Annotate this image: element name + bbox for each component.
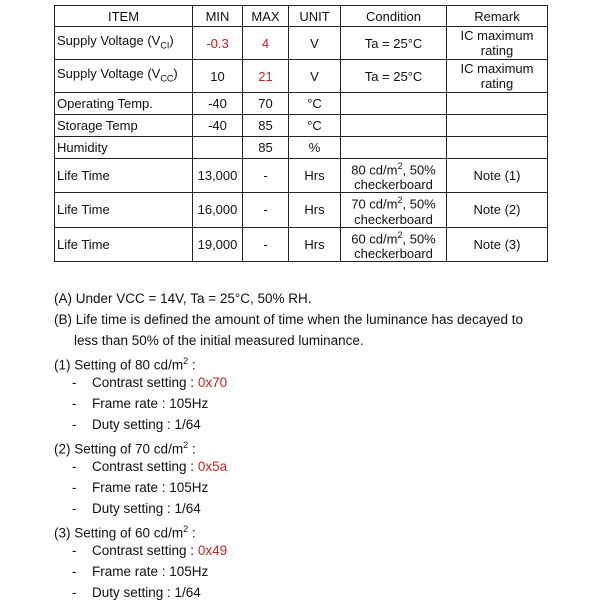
min-cell: -0.3	[193, 27, 243, 60]
min-cell: 10	[193, 60, 243, 93]
setting-1-contrast: - Contrast setting : 0x70	[72, 375, 228, 390]
setting-2-frame: - Frame rate : 105Hz	[72, 480, 209, 495]
min-cell: 19,000	[193, 227, 243, 261]
unit-cell: Hrs	[289, 227, 341, 261]
header-remark: Remark	[447, 6, 548, 27]
setting-3-duty: - Duty setting : 1/64	[72, 585, 201, 600]
table-row	[55, 159, 548, 193]
item-cell: Supply Voltage $(V_{CI})$	[55, 27, 193, 60]
setting-2-contrast: - Contrast setting : 0x5a	[72, 459, 228, 474]
remark-cell: IC maximum rating	[447, 60, 548, 93]
max-cell: -	[243, 227, 289, 261]
item-cell: Supply Voltage $(V_{CC})$	[55, 60, 193, 93]
item-cell: Life Time	[55, 193, 193, 227]
max-cell: 85	[243, 137, 289, 159]
condition-cell	[341, 115, 447, 137]
note-a: (A) Under VCC = 14V, Ta = 25°C, 50% RH.	[54, 291, 312, 306]
notes-section	[54, 288, 554, 603]
table-row	[55, 137, 548, 159]
item-cell: Operating Temp.	[55, 93, 193, 115]
table-row	[55, 115, 548, 137]
table-row	[55, 193, 548, 227]
condition-cell: 80 $cd/m^2$, 50% checkerboard	[341, 159, 447, 193]
table-row	[55, 60, 548, 93]
remark-cell: Note (2)	[447, 193, 548, 227]
unit-cell: V	[289, 27, 341, 60]
unit-cell: °C	[289, 115, 341, 137]
min-cell	[193, 137, 243, 159]
remark-cell: Note (1)	[447, 159, 548, 193]
remark-cell: IC maximum rating	[447, 27, 548, 60]
condition-cell: 60 $cd/m^2$, 50% checkerboard	[341, 227, 447, 261]
unit-cell: °C	[289, 93, 341, 115]
item-cell: Life Time	[55, 227, 193, 261]
setting-1-duty: - Duty setting : 1/64	[72, 417, 201, 432]
remark-cell	[447, 93, 548, 115]
header-unit: UNIT	[289, 6, 341, 27]
min-cell: -40	[193, 93, 243, 115]
condition-cell: Ta = 25°C	[341, 27, 447, 60]
setting-1-title: (1) Setting of 80 $cd/m^2$ :	[54, 356, 196, 373]
unit-cell: Hrs	[289, 193, 341, 227]
spec-table	[54, 5, 548, 262]
remark-cell	[447, 137, 548, 159]
unit-cell: %	[289, 137, 341, 159]
setting-3-frame: - Frame rate : 105Hz	[72, 564, 209, 579]
table-row	[55, 27, 548, 60]
max-cell: -	[243, 159, 289, 193]
setting-1-frame: - Frame rate : 105Hz	[72, 396, 209, 411]
min-cell: -40	[193, 115, 243, 137]
max-cell: -	[243, 193, 289, 227]
setting-2-title: (2) Setting of 70 $cd/m^2$ :	[54, 440, 196, 457]
header-row	[55, 6, 548, 27]
remark-cell: Note (3)	[447, 227, 548, 261]
condition-cell	[341, 93, 447, 115]
item-cell: Storage Temp	[55, 115, 193, 137]
remark-cell	[447, 115, 548, 137]
note-b-continued: less than 50% of the initial measured luminance.	[74, 333, 364, 348]
min-cell: 16,000	[193, 193, 243, 227]
header-min: MIN	[193, 6, 243, 27]
header-max: MAX	[243, 6, 289, 27]
condition-cell: 70 $cd/m^2$, 50% checkerboard	[341, 193, 447, 227]
header-condition: Condition	[341, 6, 447, 27]
setting-3-title: (3) Setting of 60 $cd/m^2$ :	[54, 524, 196, 541]
table-row	[55, 227, 548, 261]
condition-cell	[341, 137, 447, 159]
unit-cell: V	[289, 60, 341, 93]
min-cell: 13,000	[193, 159, 243, 193]
condition-cell: Ta = 25°C	[341, 60, 447, 93]
max-cell: 85	[243, 115, 289, 137]
header-item: ITEM	[55, 6, 193, 27]
max-cell: 70	[243, 93, 289, 115]
item-cell: Life Time	[55, 159, 193, 193]
max-cell: 4	[243, 27, 289, 60]
setting-3-contrast: - Contrast setting : 0x49	[72, 543, 228, 558]
setting-2-duty: - Duty setting : 1/64	[72, 501, 201, 516]
max-cell: 21	[243, 60, 289, 93]
item-cell: Humidity	[55, 137, 193, 159]
note-b: (B) Life time is defined the amount of time when the luminance has decayed to	[54, 312, 524, 327]
table-row	[55, 93, 548, 115]
unit-cell: Hrs	[289, 159, 341, 193]
